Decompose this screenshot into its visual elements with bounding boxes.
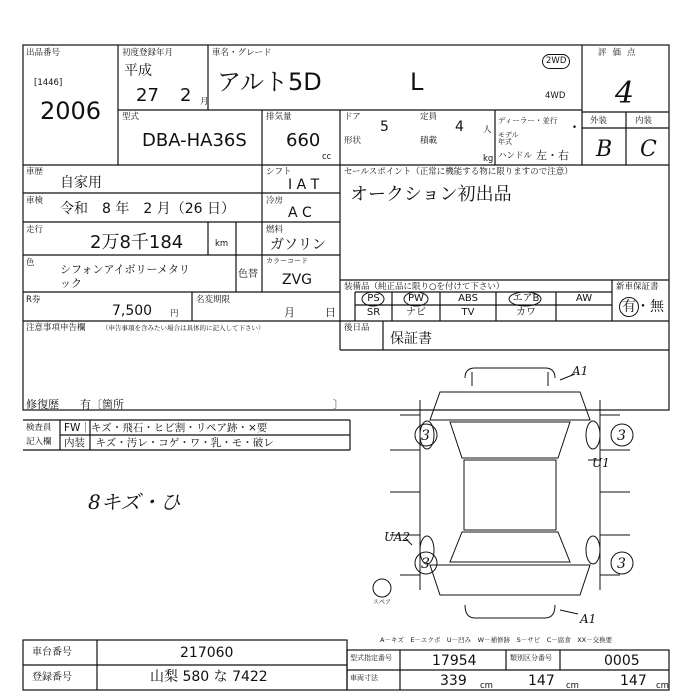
tire-mark-rl: 3: [421, 556, 430, 572]
class-label: 類別区分番号: [510, 654, 552, 662]
overall-score: 4: [615, 76, 635, 111]
shape-label: 形状: [344, 136, 362, 146]
cc-unit: cc: [322, 152, 332, 162]
model-code: DBA-HA36S: [142, 130, 247, 151]
warranty-label: 新車保証書: [616, 282, 659, 292]
capacity-label: 定員: [420, 112, 438, 122]
rear-bumper-outline: [465, 605, 555, 618]
equipment-label: 装備品（純正品に限り○を付けて下さい）: [344, 282, 505, 292]
sales-point-label: セールスポイント（正常に機能する物に限りますので注意）: [344, 167, 573, 177]
class-number: 0005: [604, 653, 640, 669]
color-line2: ック: [60, 277, 82, 290]
tire-mark-fl: 3: [421, 428, 430, 444]
equip-airbag: エアB: [512, 293, 540, 304]
handle-label: ハンドル: [498, 151, 533, 161]
load-label: 積載: [420, 136, 438, 146]
recycle-label: R券: [26, 295, 41, 305]
windshield-outline: [450, 422, 570, 458]
sales-point-value: オークション初出品: [350, 184, 512, 205]
damage-mark-a1-top: A1: [572, 364, 589, 378]
mileage-label: 走行: [26, 225, 44, 235]
width-unit: cm: [566, 681, 579, 691]
usage-label: 車歴: [26, 167, 44, 177]
rear-glass-outline: [450, 532, 570, 562]
damage-mark-u1: U1: [592, 456, 610, 470]
color-label: 色: [26, 258, 35, 268]
color-code: ZVG: [282, 272, 313, 288]
repair-close: 〕: [333, 398, 344, 411]
capacity-value: 4: [455, 119, 464, 135]
length-value: 339: [440, 673, 467, 689]
equip-aw: AW: [575, 293, 593, 304]
month-unit: 月: [200, 97, 209, 107]
first-registration-label: 初度登録年月: [122, 48, 174, 58]
color-change-label: 色替: [238, 269, 258, 280]
damage-mark-a1-bottom: A1: [580, 612, 597, 626]
lot-code: [1446]: [34, 78, 63, 88]
extra-items-value: 保証書: [390, 331, 432, 347]
fuel-value: ガソリン: [270, 237, 326, 253]
drive-2wd-circled: 2WD: [542, 54, 570, 69]
equip-sr: SR: [366, 307, 381, 318]
equipment-circles: [355, 291, 615, 322]
chassis-label: 車台番号: [32, 647, 72, 658]
door-label: ドア: [344, 112, 361, 122]
registration-number: 山梨 580 な 7422: [150, 669, 268, 685]
usage-value: 自家用: [60, 175, 102, 191]
interior-label: 内装: [635, 116, 653, 126]
type-cert-label: 型式指定番号: [350, 654, 392, 662]
equip-pw: PW: [408, 293, 424, 304]
front-bumper-outline: [465, 368, 555, 378]
inspection-date: 令和 8 年 2 月（26 日）: [60, 201, 235, 217]
car-name: アルト5D: [217, 68, 322, 96]
repair-label: 修復歴: [26, 398, 59, 411]
car-damage-diagram: [360, 360, 660, 635]
roof-outline: [464, 460, 556, 530]
tire-mark-rr: 3: [617, 556, 626, 572]
caution-label: 注意事項申告欄: [26, 323, 86, 333]
name-change-label: 名変期限: [196, 295, 231, 305]
size-label: 車両寸法: [350, 674, 378, 682]
day-unit: 日: [325, 306, 336, 319]
yen-unit: 円: [170, 309, 179, 319]
month-unit-2: 月: [284, 306, 295, 319]
width-value: 147: [528, 673, 555, 689]
km-unit: km: [215, 239, 229, 249]
mileage-value: 2万8千184: [90, 232, 184, 253]
car-grade: L: [410, 68, 424, 96]
warranty-circle: [617, 296, 641, 318]
dealer-mark: •: [572, 123, 578, 133]
equip-abs: ABS: [458, 293, 478, 304]
chassis-number: 217060: [180, 645, 234, 661]
inspector-row-2: 内装｜キズ・汚レ・コゲ・ワ・乳・モ・破レ: [64, 437, 274, 449]
inspector-label-1: 検査員: [26, 423, 52, 433]
door-count: 5: [380, 119, 389, 135]
drive-4wd: 4WD: [545, 91, 566, 101]
length-unit: cm: [480, 681, 493, 691]
warranty-value: 有・無: [622, 299, 664, 315]
person-unit: 人: [483, 125, 492, 135]
equip-ps: PS: [367, 293, 380, 304]
inspection-label: 車検: [26, 196, 44, 206]
height-unit: cm: [656, 681, 669, 691]
kg-unit: kg: [483, 154, 494, 164]
exterior-score: B: [596, 137, 613, 162]
inspector-row-1: FW｜キズ・飛石・ヒビ割・リペア跡・×要: [64, 422, 268, 434]
handle-value: 左・右: [536, 149, 569, 162]
hood-outline: [430, 392, 590, 420]
height-value: 147: [620, 673, 647, 689]
grade-label: 評価点: [598, 48, 642, 58]
model-year-label: モデル年式: [498, 131, 519, 146]
shift-label: シフト: [266, 167, 292, 177]
recycle-value: 7,500: [112, 303, 153, 319]
tire-mark-fr: 3: [617, 428, 626, 444]
dealer-label: ディーラー・並行: [498, 116, 558, 125]
equip-navi: ナビ: [406, 307, 426, 318]
ac-label: 冷房: [266, 196, 284, 206]
type-cert-number: 17954: [432, 653, 477, 669]
equip-leather: カワ: [516, 307, 536, 318]
exterior-label: 外装: [590, 116, 608, 126]
spare-tire-icon: [373, 579, 391, 597]
displacement-value: 660: [286, 130, 321, 151]
registration-year: 27: [136, 85, 159, 106]
registration-era: 平成: [124, 63, 152, 79]
registration-label: 登録番号: [32, 672, 72, 683]
model-label: 型式: [122, 112, 140, 122]
shift-value: I A T: [288, 177, 320, 193]
damage-legend: A－キズ E－エクボ U－凹み W－補修跡 S－サビ C－腐食 XX－交換要: [380, 636, 613, 644]
equip-tv: TV: [461, 307, 475, 318]
inspector-handwritten-note: 8キズ・ひ: [88, 490, 181, 514]
car-name-label: 車名・グレード: [212, 48, 272, 58]
lot-number: 2006: [40, 97, 102, 125]
color-line1: シフォンアイボリーメタリ: [60, 263, 190, 276]
inspector-label-2: 記入欄: [26, 437, 52, 447]
damage-mark-ua2: UA2: [384, 530, 411, 544]
ac-value: A C: [288, 205, 312, 221]
color-code-label: カラーコード: [266, 257, 308, 265]
caution-subtitle: （申告事項を含みたい場合は具体的に記入して下さい）: [102, 324, 265, 332]
interior-score: C: [640, 137, 657, 162]
spare-label: スペア: [373, 599, 392, 606]
registration-month: 2: [180, 85, 192, 106]
fuel-label: 燃料: [266, 225, 284, 235]
repair-value: 有〔箇所: [80, 398, 124, 411]
displacement-label: 排気量: [266, 112, 292, 122]
trunk-outline: [430, 565, 590, 595]
extra-items-label: 後日品: [344, 323, 370, 333]
lot-number-label: 出品番号: [26, 48, 61, 58]
